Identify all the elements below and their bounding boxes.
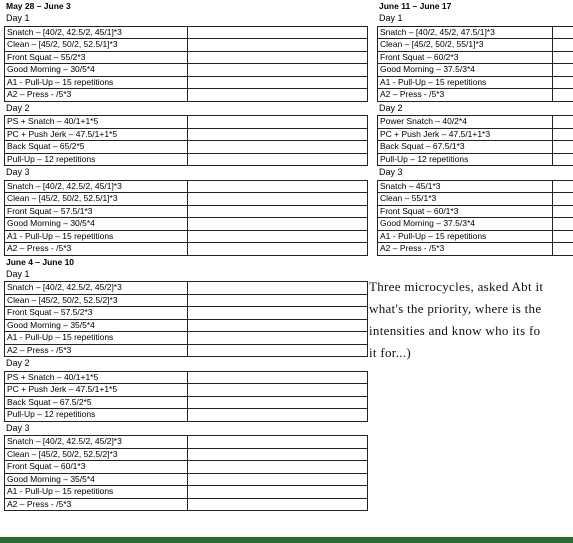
exercise-table bbox=[377, 26, 573, 102]
exercise-cell: Front Squat – 60/2*3 bbox=[378, 51, 553, 64]
notes-cell bbox=[553, 39, 573, 52]
notes-cell bbox=[188, 371, 368, 384]
day-label: Day 1 bbox=[6, 268, 30, 279]
table-row bbox=[5, 294, 368, 307]
notes-cell bbox=[188, 384, 368, 397]
notes-cell bbox=[188, 116, 368, 129]
notes-cell bbox=[188, 332, 368, 345]
table-row bbox=[5, 205, 368, 218]
notes-cell bbox=[553, 26, 573, 39]
exercise-cell: Pull-Up – 12 repetitions bbox=[5, 409, 188, 422]
notes-cell bbox=[188, 294, 368, 307]
exercise-table bbox=[4, 281, 368, 357]
table-row bbox=[5, 64, 368, 77]
notes-cell bbox=[188, 89, 368, 102]
notes-cell bbox=[188, 64, 368, 77]
table-row bbox=[5, 218, 368, 231]
table-row bbox=[5, 89, 368, 102]
exercise-cell: PS + Snatch – 40/1+1*5 bbox=[5, 116, 188, 129]
exercise-cell: Good Morning – 35/5*4 bbox=[5, 473, 188, 486]
notes-cell bbox=[553, 193, 573, 206]
exercise-cell: Clean – [45/2, 50/2, 52.5/1]*3 bbox=[5, 39, 188, 52]
exercise-cell: Snatch – [40/2, 42.5/2, 45/1]*3 bbox=[5, 26, 188, 39]
table-row bbox=[5, 371, 368, 384]
day-label: Day 3 bbox=[6, 167, 30, 177]
notes-cell bbox=[188, 205, 368, 218]
exercise-cell: PC + Push Jerk – 47.5/1+1*5 bbox=[5, 128, 188, 141]
note-line: what's the priority, where is the bbox=[369, 301, 542, 316]
table-row bbox=[5, 26, 368, 39]
table-row bbox=[5, 448, 368, 461]
exercise-cell: Clean – 55/1*3 bbox=[378, 193, 553, 206]
notes-cell bbox=[188, 486, 368, 499]
table-row bbox=[5, 307, 368, 320]
table-row bbox=[5, 461, 368, 474]
notes-cell bbox=[188, 230, 368, 243]
notes-cell bbox=[188, 153, 368, 166]
notes-cell bbox=[553, 243, 573, 256]
exercise-cell: Back Squat – 67.5/2*5 bbox=[5, 396, 188, 409]
notes-cell bbox=[188, 218, 368, 231]
exercise-cell: A1 - Pull-Up – 15 repetitions bbox=[378, 230, 553, 243]
notes-cell bbox=[188, 39, 368, 52]
exercise-table bbox=[4, 180, 368, 256]
table-row bbox=[5, 141, 368, 154]
day-label: Day 2 bbox=[379, 102, 403, 113]
table-row bbox=[378, 26, 573, 39]
day-label: Day 2 bbox=[6, 102, 30, 113]
notes-cell bbox=[188, 76, 368, 89]
exercise-cell: Clean – [45/2, 50/2, 52.5/2]*3 bbox=[5, 294, 188, 307]
exercise-cell: Front Squat – 57.5/2*3 bbox=[5, 307, 188, 320]
exercise-table bbox=[4, 115, 368, 166]
exercise-cell: Clean – [45/2, 50/2, 52.5/2]*3 bbox=[5, 448, 188, 461]
table-row bbox=[5, 180, 368, 193]
notes-cell bbox=[553, 76, 573, 89]
exercise-cell: A2 – Press - /5*3 bbox=[5, 498, 188, 511]
table-row bbox=[378, 116, 573, 129]
table-row bbox=[5, 486, 368, 499]
exercise-table bbox=[377, 115, 573, 166]
table-row bbox=[378, 243, 573, 256]
exercise-cell: A1 - Pull-Up – 15 repetitions bbox=[5, 230, 188, 243]
notes-cell bbox=[553, 205, 573, 218]
notes-cell bbox=[188, 409, 368, 422]
notes-cell bbox=[188, 344, 368, 357]
notes-cell bbox=[553, 141, 573, 154]
exercise-cell: A1 - Pull-Up – 15 repetitions bbox=[5, 332, 188, 345]
table-row bbox=[5, 473, 368, 486]
exercise-cell: Back Squat – 65/2*5 bbox=[5, 141, 188, 154]
notes-cell bbox=[188, 448, 368, 461]
table-row bbox=[5, 39, 368, 52]
exercise-cell: Pull-Up – 12 repetitions bbox=[5, 153, 188, 166]
table-row bbox=[378, 39, 573, 52]
week-title: May 28 – June 3 bbox=[6, 1, 71, 11]
notes-cell bbox=[553, 89, 573, 102]
notes-cell bbox=[553, 218, 573, 231]
table-row bbox=[5, 193, 368, 206]
exercise-table bbox=[4, 435, 368, 511]
table-row bbox=[5, 409, 368, 422]
notes-cell bbox=[188, 436, 368, 449]
table-row bbox=[5, 384, 368, 397]
exercise-table bbox=[4, 371, 368, 422]
table-row bbox=[378, 141, 573, 154]
table-row bbox=[378, 51, 573, 64]
table-row bbox=[5, 319, 368, 332]
notes-cell bbox=[188, 498, 368, 511]
exercise-cell: Snatch – 45/1*3 bbox=[378, 180, 553, 193]
table-row bbox=[5, 282, 368, 295]
exercise-cell: Good Morning – 30/5*4 bbox=[5, 218, 188, 231]
table-row bbox=[5, 128, 368, 141]
notes-cell bbox=[553, 153, 573, 166]
notes-cell bbox=[188, 193, 368, 206]
day-label: Day 3 bbox=[6, 422, 30, 433]
table-row bbox=[5, 51, 368, 64]
exercise-cell: Snatch – [40/2, 42.5/2, 45/2]*3 bbox=[5, 282, 188, 295]
table-row bbox=[378, 128, 573, 141]
exercise-table bbox=[4, 26, 368, 102]
exercise-cell: A1 - Pull-Up – 15 repetitions bbox=[5, 486, 188, 499]
table-row bbox=[378, 64, 573, 77]
notes-cell bbox=[188, 128, 368, 141]
notes-cell bbox=[553, 51, 573, 64]
day-label: Day 1 bbox=[379, 13, 403, 23]
notes-cell bbox=[553, 230, 573, 243]
notes-cell bbox=[188, 461, 368, 474]
exercise-cell: Pull-Up – 12 repetitions bbox=[378, 153, 553, 166]
notes-cell bbox=[188, 307, 368, 320]
note-line: it for...) bbox=[369, 345, 411, 360]
note-line: Three microcycles, asked Abt it bbox=[369, 279, 544, 294]
exercise-cell: Good Morning – 37.5/3*4 bbox=[378, 64, 553, 77]
right-column bbox=[377, 0, 573, 256]
exercise-cell: Front Squat – 60/1*3 bbox=[5, 461, 188, 474]
table-row bbox=[5, 76, 368, 89]
notes-cell bbox=[188, 141, 368, 154]
annotation-text bbox=[369, 276, 573, 364]
table-row bbox=[5, 396, 368, 409]
exercise-cell: Front Squat – 55/2*3 bbox=[5, 51, 188, 64]
table-row bbox=[378, 89, 573, 102]
exercise-cell: Power Snatch – 40/2*4 bbox=[378, 116, 553, 129]
exercise-cell: Snatch – [40/2, 42.5/2, 45/1]*3 bbox=[5, 180, 188, 193]
exercise-cell: A2 – Press - /5*3 bbox=[5, 344, 188, 357]
week-title: June 11 – June 17 bbox=[379, 1, 452, 11]
table-row bbox=[378, 180, 573, 193]
left-column bbox=[4, 0, 368, 511]
exercise-cell: Clean – [45/2, 50/2, 52.5/1]*3 bbox=[5, 193, 188, 206]
exercise-cell: Front Squat – 60/1*3 bbox=[378, 205, 553, 218]
notes-cell bbox=[553, 64, 573, 77]
table-row bbox=[378, 218, 573, 231]
exercise-cell: A2 – Press - /5*3 bbox=[378, 243, 553, 256]
notes-cell bbox=[188, 396, 368, 409]
notes-cell bbox=[188, 180, 368, 193]
notes-cell bbox=[553, 128, 573, 141]
table-row bbox=[378, 76, 573, 89]
table-row bbox=[5, 116, 368, 129]
note-line: intensities and know who its fo bbox=[369, 323, 541, 338]
notes-cell bbox=[188, 473, 368, 486]
exercise-cell: Snatch – [40/2, 42.5/2, 45/2]*3 bbox=[5, 436, 188, 449]
exercise-cell: Front Squat – 57.5/1*3 bbox=[5, 205, 188, 218]
exercise-cell: A1 - Pull-Up – 15 repetitions bbox=[5, 76, 188, 89]
exercise-cell: PS + Snatch – 40/1+1*5 bbox=[5, 371, 188, 384]
day-label: Day 2 bbox=[6, 358, 30, 368]
exercise-cell: A1 - Pull-Up – 15 repetitions bbox=[378, 76, 553, 89]
exercise-cell: Clean – [45/2, 50/2, 55/1]*3 bbox=[378, 39, 553, 52]
table-row bbox=[378, 193, 573, 206]
exercise-cell: Good Morning – 37.5/3*4 bbox=[378, 218, 553, 231]
table-row bbox=[5, 243, 368, 256]
exercise-cell: Snatch – [40/2, 45/2, 47.5/1]*3 bbox=[378, 26, 553, 39]
notes-cell bbox=[188, 319, 368, 332]
notes-cell bbox=[188, 26, 368, 39]
exercise-cell: A2 – Press - /5*3 bbox=[378, 89, 553, 102]
notes-cell bbox=[553, 180, 573, 193]
exercise-cell: A2 – Press - /5*3 bbox=[5, 89, 188, 102]
table-row bbox=[378, 205, 573, 218]
table-row bbox=[5, 153, 368, 166]
notes-cell bbox=[188, 282, 368, 295]
table-row bbox=[378, 230, 573, 243]
table-row bbox=[5, 344, 368, 357]
notes-cell bbox=[188, 243, 368, 256]
day-label: Day 1 bbox=[6, 13, 30, 23]
week-title: June 4 – June 10 bbox=[6, 256, 75, 267]
table-row bbox=[5, 498, 368, 511]
notes-cell bbox=[188, 51, 368, 64]
exercise-cell: PC + Push Jerk – 47.5/1+1*3 bbox=[378, 128, 553, 141]
exercise-cell: Good Morning – 30/5*4 bbox=[5, 64, 188, 77]
exercise-table bbox=[377, 180, 573, 256]
table-row bbox=[378, 153, 573, 166]
footer-bar bbox=[0, 537, 573, 543]
exercise-cell: A2 – Press - /5*3 bbox=[5, 243, 188, 256]
table-row bbox=[5, 332, 368, 345]
exercise-cell: Back Squat – 67.5/1*3 bbox=[378, 141, 553, 154]
exercise-cell: PC + Push Jerk – 47.5/1+1*5 bbox=[5, 384, 188, 397]
day-label: Day 3 bbox=[379, 167, 403, 177]
notes-cell bbox=[553, 116, 573, 129]
table-row bbox=[5, 230, 368, 243]
exercise-cell: Good Morning – 35/5*4 bbox=[5, 319, 188, 332]
table-row bbox=[5, 436, 368, 449]
